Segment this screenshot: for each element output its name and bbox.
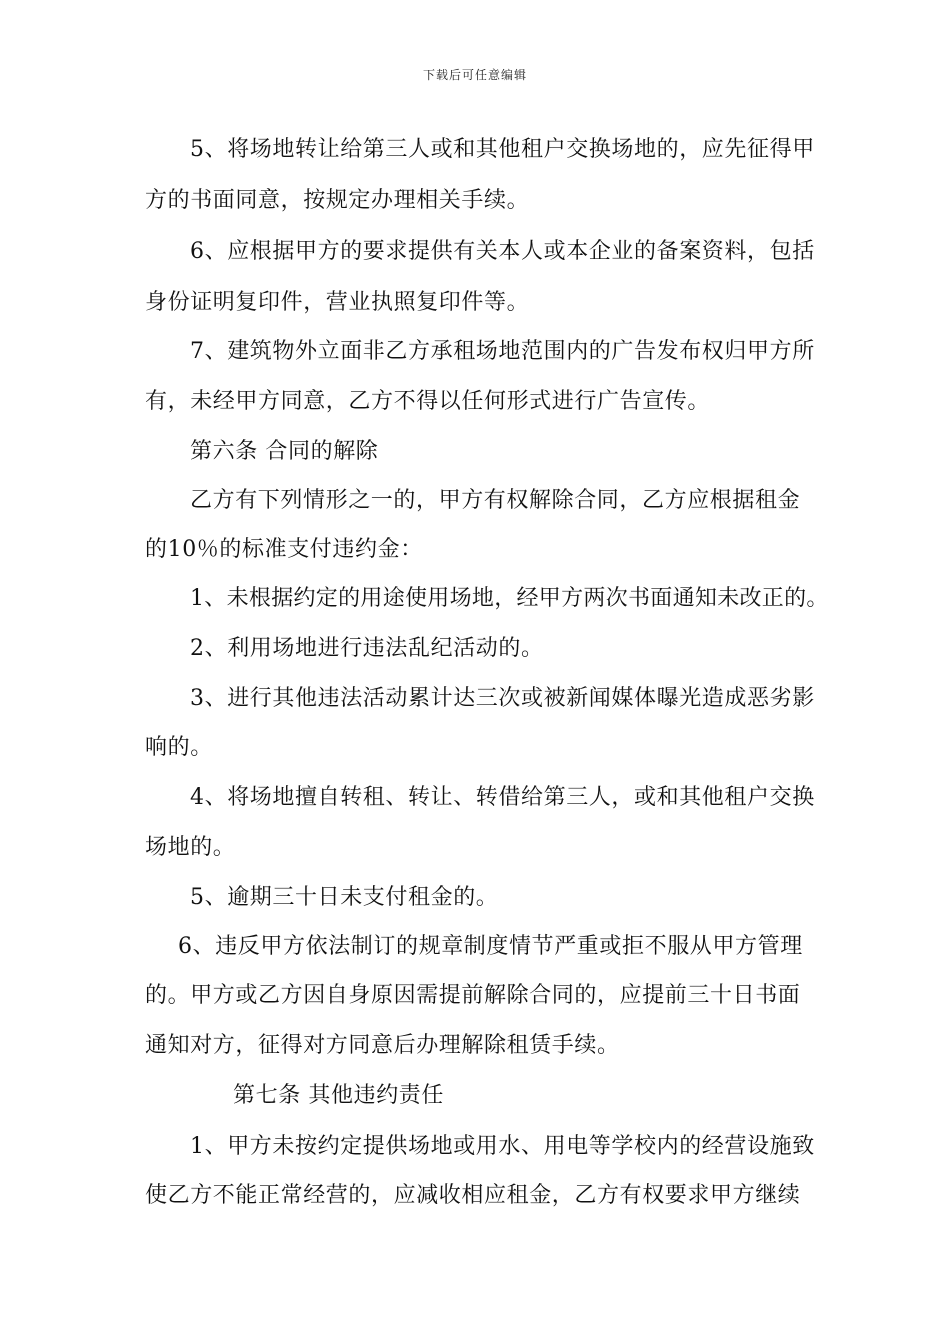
paragraph-line: 2、利用场地进行违法乱纪活动的。 [190,636,544,661]
paragraph-line: 响的。 [145,735,213,760]
paragraph-line: 7、建筑物外立面非乙方承租场地范围内的广告发布权归甲方所 [190,339,815,364]
paragraph-line: 5、逾期三十日未支付租金的。 [190,885,499,910]
section-heading: 第七条 其他违约责任 [233,1083,444,1108]
paragraph-line: 6、应根据甲方的要求提供有关本人或本企业的备案资料，包括 [190,239,815,264]
paragraph-line: 身份证明复印件，营业执照复印件等。 [145,290,530,315]
paragraph-line: 5、将场地转让给第三人或和其他租户交换场地的，应先征得甲 [190,137,815,162]
paragraph-line: 乙方有下列情形之一的，甲方有权解除合同，乙方应根据租金 [190,488,801,513]
paragraph-line: 1、甲方未按约定提供场地或用水、用电等学校内的经营设施致 [190,1134,815,1159]
paragraph-line: 通知对方，征得对方同意后办理解除租赁手续。 [145,1033,620,1058]
header-note: 下载后可任意编辑 [422,68,527,82]
section-heading: 第六条 合同的解除 [190,439,379,464]
paragraph-line: 场地的。 [145,835,236,860]
paragraph-line: 方的书面同意，按规定办理相关手续。 [145,188,530,213]
paragraph-line: 的。甲方或乙方因自身原因需提前解除合同的，应提前三十日书面 [145,983,801,1008]
paragraph-line: 4、将场地擅自转租、转让、转借给第三人，或和其他租户交换 [190,785,815,810]
paragraph-line: 有，未经甲方同意，乙方不得以任何形式进行广告宣传。 [145,389,711,414]
paragraph-line: 3、进行其他违法活动累计达三次或被新闻媒体曝光造成恶劣影 [190,686,815,711]
paragraph-line: 1、未根据约定的用途使用场地，经甲方两次书面通知未改正的。 [190,586,829,611]
paragraph-line: 6、违反甲方依法制订的规章制度情节严重或拒不服从甲方管理 [178,934,803,959]
paragraph-line: 使乙方不能正常经营的，应减收相应租金，乙方有权要求甲方继续 [145,1183,801,1208]
paragraph-line: 的10％的标准支付违约金： [145,537,423,562]
